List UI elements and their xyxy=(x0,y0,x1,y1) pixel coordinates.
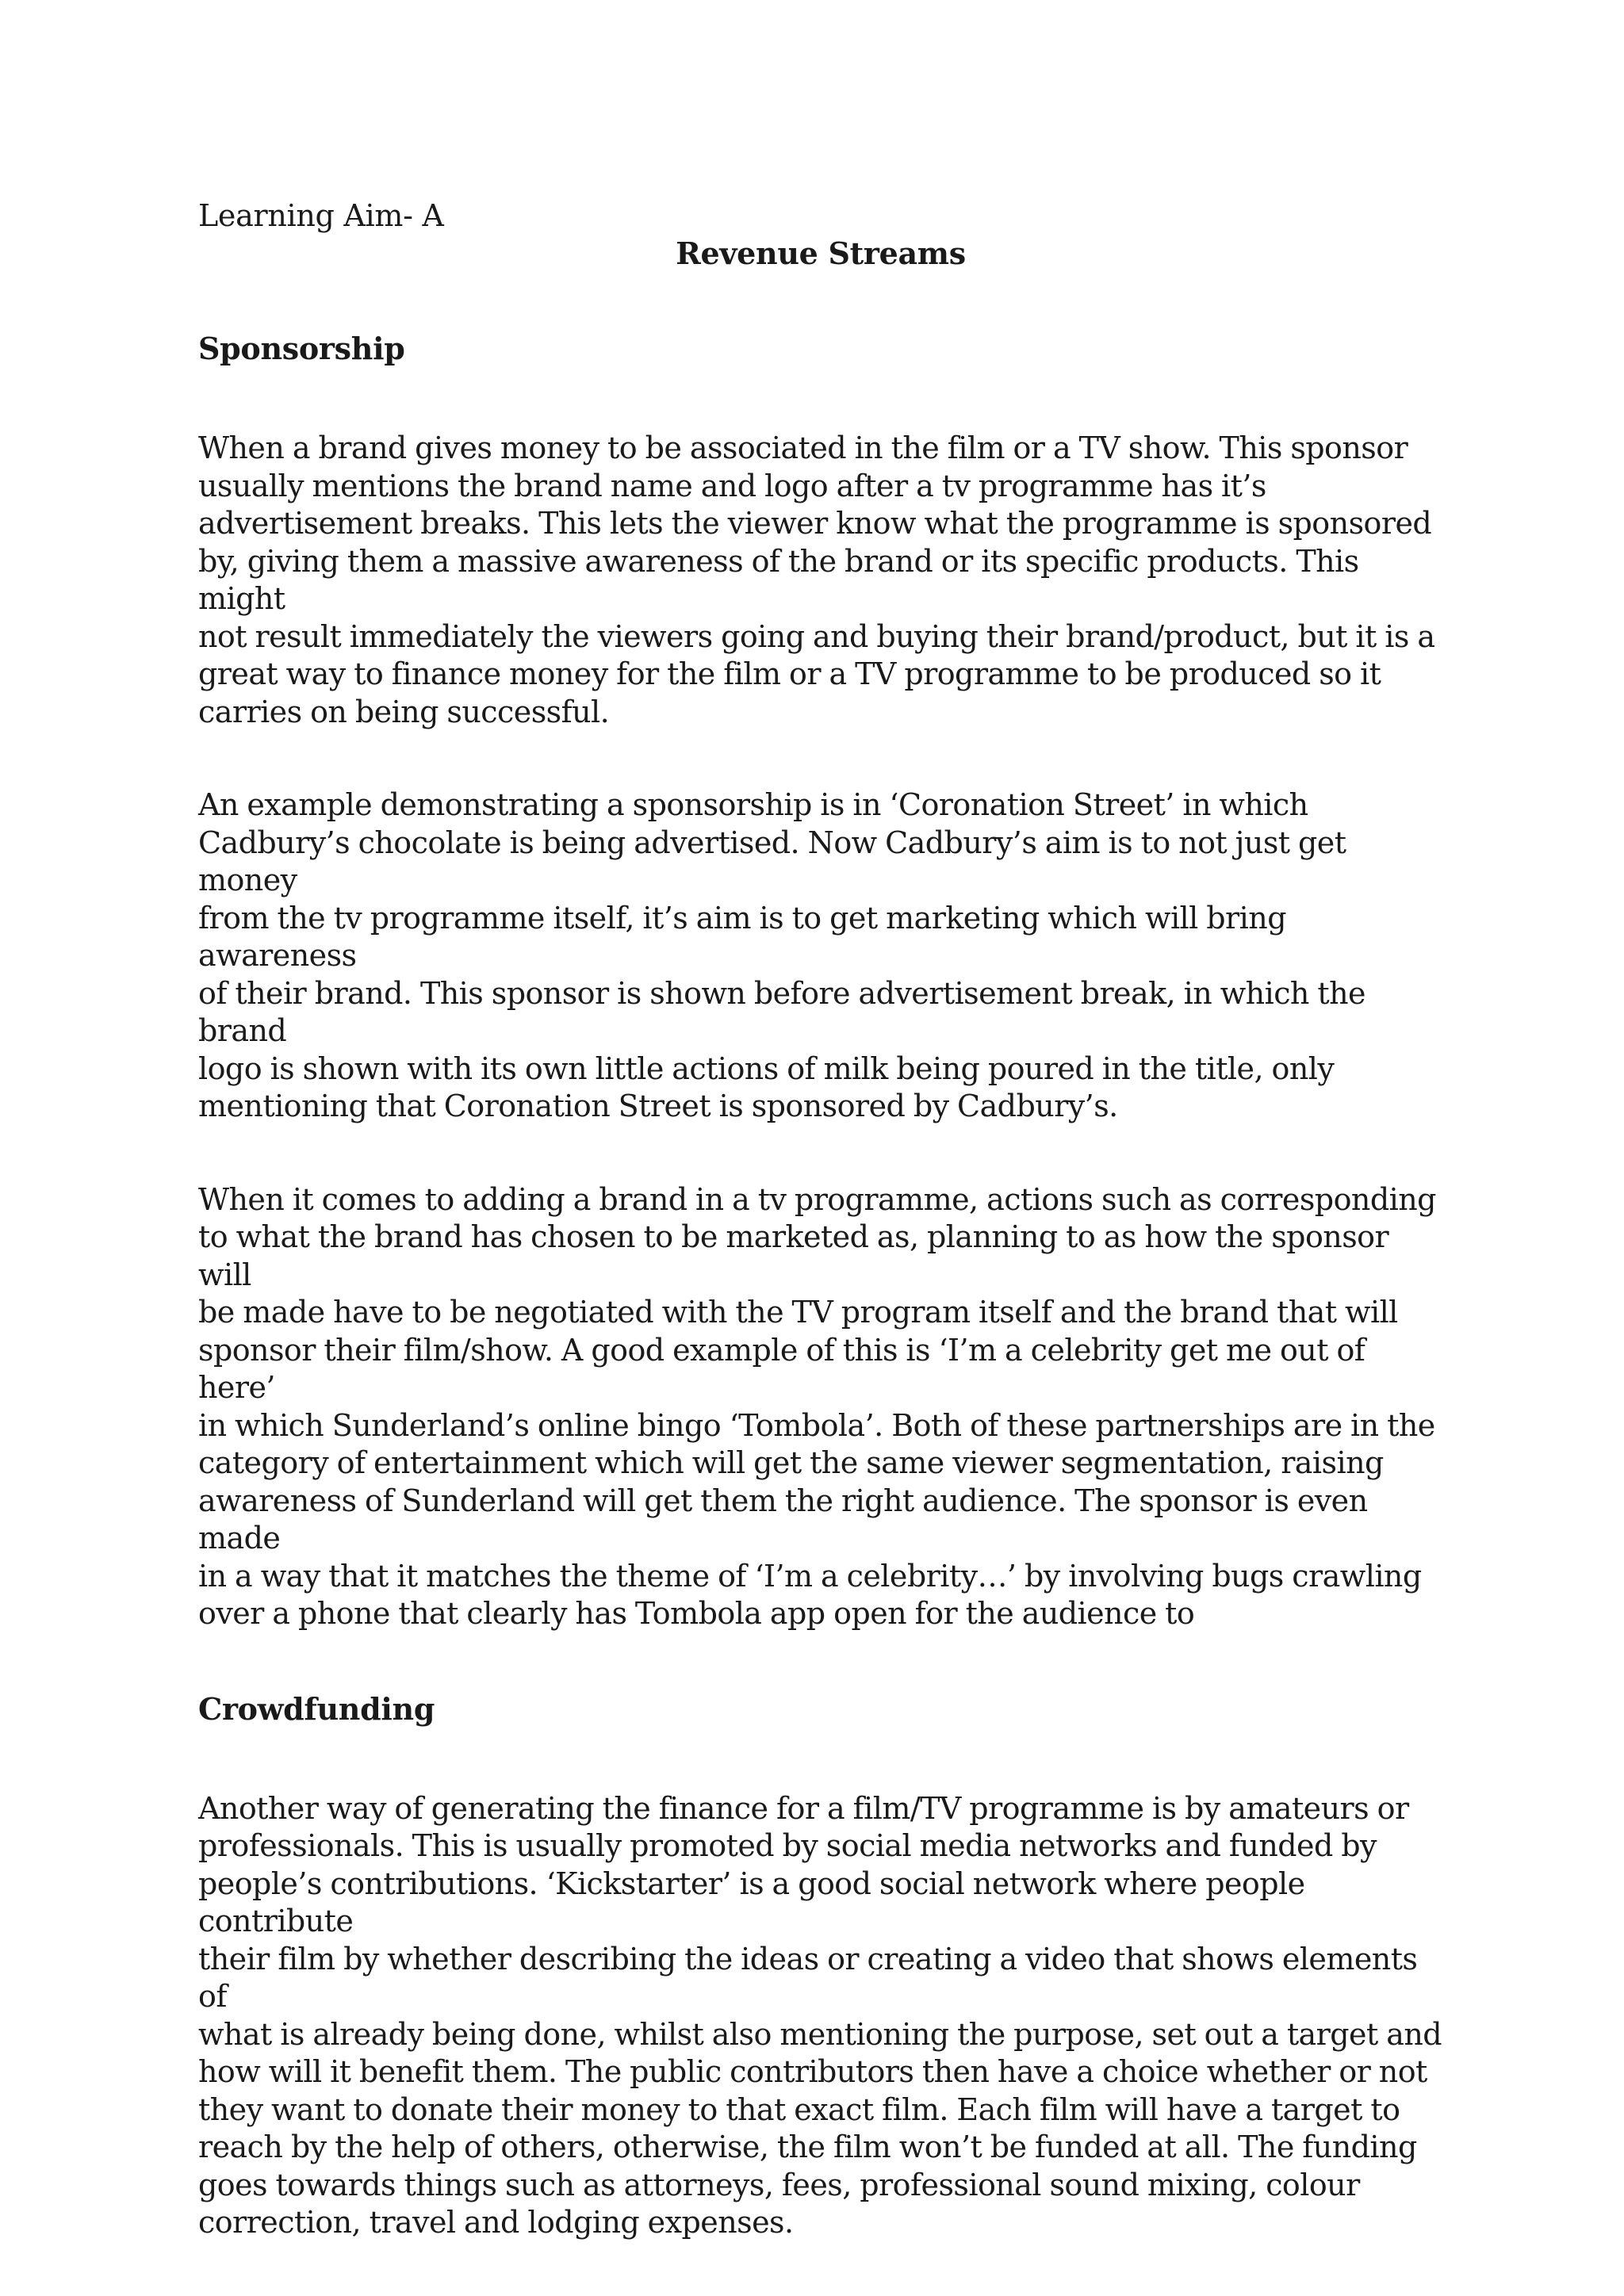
section-heading-sponsorship: Sponsorship xyxy=(198,331,405,366)
learning-aim-label: Learning Aim- A xyxy=(198,198,444,233)
crowdfunding-paragraph-1: Another way of generating the finance for a film/TV programme is by amateurs or professionals. This is usually promoted by social media networks and funded by people’s contributions. ‘Kickstarter’ is a good social network where people contribute their film by whether describing the ideas or creating a video that shows elements of what is already being done, whilst also mentioning the purpose, set out a target and how will it benefit them. The public contributors then have a choice whether or not they want to donate their money to that exact film. Each film will have a target to reach by the help of others, otherwise, the film won’t be funded at all. The funding goes towards things such as attorneys, fees, professional sound mixing, colour correction, travel and lodging expenses. xyxy=(198,1790,1442,2240)
section-heading-crowdfunding: Crowdfunding xyxy=(198,1690,435,1727)
sponsorship-paragraph-2: An example demonstrating a sponsorship is in ‘Coronation Street’ in which Cadbury’s chocolate is being advertised. Now Cadbury’s aim is to not just get money from the tv programme itself, it’s aim is to get marketing which will bring awareness of their brand. This sponsor is shown before advertisement break, in which the brand logo is shown with its own little actions of milk being poured in the title, only mentioning that Coronation Street is sponsored by Cadbury’s. xyxy=(198,787,1365,1123)
document-body xyxy=(198,197,1443,2242)
section-crowdfunding xyxy=(198,1690,1443,2242)
section-sponsorship xyxy=(198,330,1443,1633)
sponsorship-paragraph-1: When a brand gives money to be associated in the film or a TV show. This sponsor usually mentions the brand name and logo after a tv programme has it’s advertisement breaks. This lets the viewer know what the programme is sponsored by, giving them a massive awareness of the brand or its specific products. This might not result immediately the viewers going and buying their brand/product, but it is a great way to finance money for the film or a TV programme to be produced so it carries on being successful. xyxy=(198,430,1435,729)
sponsorship-paragraph-3: When it comes to adding a brand in a tv programme, actions such as corresponding to what the brand has chosen to be marketed as, planning to as how the sponsor will be made have to be negotiated with the TV program itself and the brand that will sponsor their film/show. A good example of this is ‘I’m a celebrity get me out of here’ in which Sunderland’s online bingo ‘Tombola’. Both of these partnerships are in the category of entertainment which will get the same viewer segmentation, raising awareness of Sunderland will get them the right audience. The sponsor is even made in a way that it matches the theme of ‘I’m a celebrity…’ by involving bugs crawling over a phone that clearly has Tombola app open for the audience to xyxy=(198,1181,1436,1631)
document-title: Revenue Streams xyxy=(676,235,966,271)
